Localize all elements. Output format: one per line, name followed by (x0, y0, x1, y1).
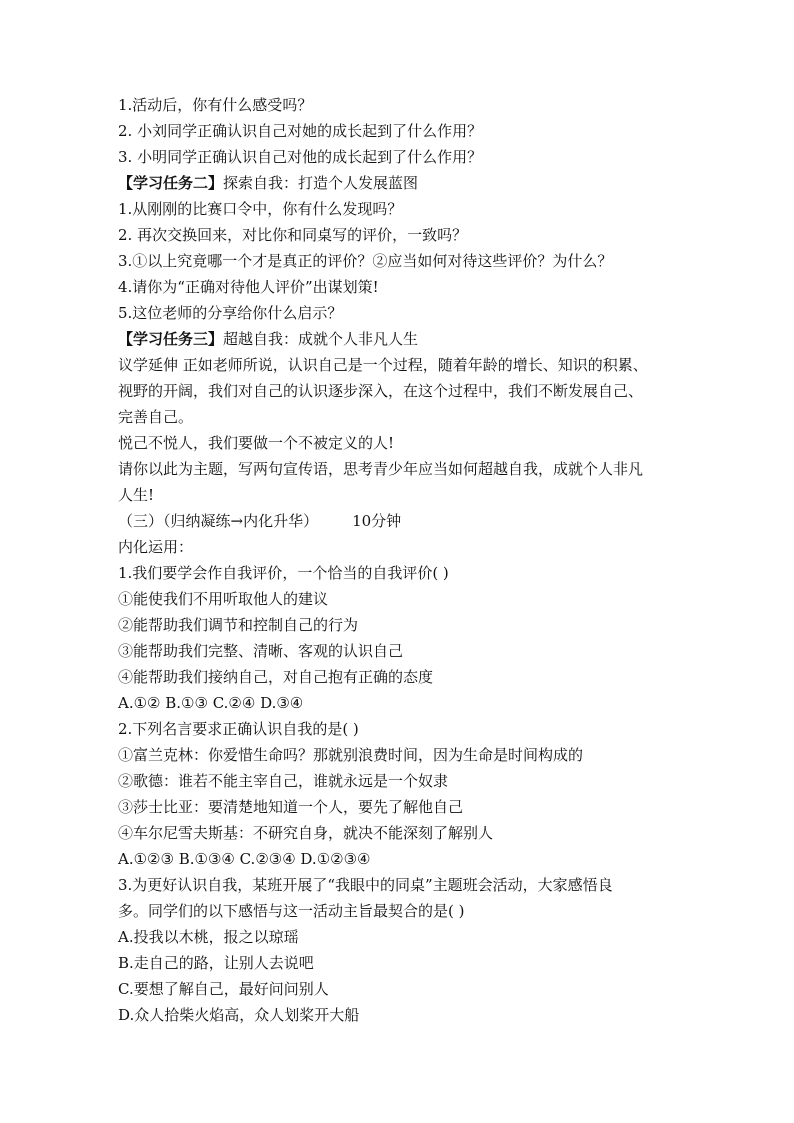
exercise-2-item: ④车尔尼雪夫斯基：不研究自身，就决不能深刻了解别人 (118, 824, 494, 842)
exercise-3-option-d: D.众人拾柴火焰高，众人划桨开大船 (118, 1006, 360, 1024)
task2-question-1: 1.从刚刚的比赛口令中，你有什么发现吗？ (118, 200, 403, 218)
task2-question-2: 2. 再次交换回来，对比你和同桌写的评价，一致吗？ (118, 226, 468, 244)
task3-paragraph-line: 人生! (118, 486, 155, 504)
section3-duration: 10分钟 (352, 512, 402, 530)
exercise-3-option-b: B.走自己的路，让别人去说吧 (118, 954, 314, 972)
exercise-1-item: ④能帮助我们接纳自己，对自己抱有正确的态度 (118, 668, 434, 686)
task3-paragraph-line: 悦己不悦人，我们要做一个不被定义的人! (118, 434, 395, 452)
task3-paragraph-line: 完善自己。 (118, 408, 194, 426)
exercise-2-options: A.①②③ B.①③④ C.②③④ D.①②③④ (118, 850, 371, 868)
exercise-2-item: ③莎士比亚：要清楚地知道一个人，要先了解他自己 (118, 798, 464, 816)
task1-question-2: 2. 小刘同学正确认识自己对她的成长起到了什么作用？ (118, 122, 483, 140)
section3-title: （三）（归纳凝练→内化升华） (118, 512, 319, 530)
task3-paragraph-line: 议学延伸 正如老师所说，认识自己是一个过程，随着年龄的增长、知识的积累、 (118, 356, 648, 374)
task1-question-1: 1.活动后，你有什么感受吗？ (118, 96, 313, 114)
task2-title: 探索自我：打造个人发展蓝图 (223, 174, 419, 192)
exercise-1-item: ③能帮助我们完整、清晰、客观的认识自己 (118, 642, 404, 660)
exercise-3-stem: 多。同学们的以下感悟与这一活动主旨最契合的是( ) (118, 902, 465, 920)
task3-label: 【学习任务三】 (118, 330, 224, 348)
exercise-2-item: ②歌德：谁若不能主宰自己，谁就永远是一个奴隶 (118, 772, 449, 790)
exercise-3-stem: 3.为更好认识自我，某班开展了“我眼中的同桌”主题班会活动，大家感悟良 (118, 876, 613, 894)
exercise-2-item: ①富兰克林：你爱惜生命吗？那就别浪费时间，因为生命是时间构成的 (118, 746, 584, 764)
document-page (118, 92, 698, 1028)
exercise-1-stem: 1.我们要学会作自我评价，一个恰当的自我评价( ) (118, 564, 449, 582)
task3-paragraph-line: 视野的开阔，我们对自己的认识逐步深入，在这个过程中，我们不断发展自己、 (118, 382, 644, 400)
task2-question-4: 4.请你为“正确对待他人评价”出谋划策! (118, 278, 379, 296)
task1-question-3: 3. 小明同学正确认识自己对他的成长起到了什么作用？ (118, 148, 483, 166)
task2-heading (118, 170, 698, 196)
task2-question-5: 5.这位老师的分享给你什么启示？ (118, 304, 343, 322)
task2-label: 【学习任务二】 (118, 174, 224, 192)
exercise-3-option-a: A.投我以木桃，报之以琼瑶 (118, 928, 299, 946)
task3-heading (118, 326, 698, 352)
exercise-1-item: ①能使我们不用听取他人的建议 (118, 590, 329, 608)
exercise-1-item: ②能帮助我们调节和控制自己的行为 (118, 616, 359, 634)
exercise-1-options: A.①② B.①③ C.②④ D.③④ (118, 694, 304, 712)
task3-paragraph-line: 请你以此为主题，写两句宣传语，思考青少年应当如何超越自我，成就个人非凡 (118, 460, 644, 478)
exercise-3-option-c: C.要想了解自己，最好问问别人 (118, 980, 329, 998)
task3-title: 超越自我：成就个人非凡人生 (223, 330, 419, 348)
section3-subheading: 内化运用： (118, 538, 194, 556)
task2-question-3: 3.①以上究竟哪一个才是真正的评价？②应当如何对待这些评价？为什么？ (118, 252, 613, 270)
exercise-2-stem: 2.下列名言要求正确认识自我的是( ) (118, 720, 359, 738)
section3-heading (118, 508, 698, 534)
